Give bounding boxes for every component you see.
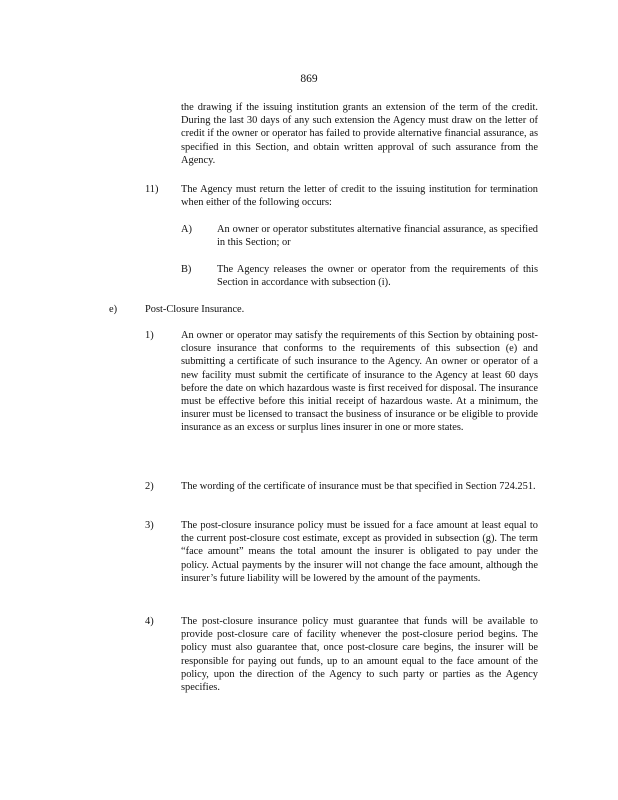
item-11-b-text: The Agency releases the owner or operator from the requirements of this Section in accordance with subsection (i). [217,264,538,289]
section-e-heading: Post-Closure Insurance. [145,304,245,315]
item-11-label: 11) [145,184,159,195]
item-11-a-label: A) [181,224,192,235]
page-number: 869 [300,73,318,85]
section-e-item-2-label: 2) [145,481,154,492]
section-e-item-3-text: The post-closure insurance policy must be issued for a face amount at least equal to the current post-closure cost estimate, except as provided in subsection (g). The term “face amount” means the total amount the insurer is obligated to pay under the policy. Actual payments by the insurer will not change the face amount, although the insurer’s future liability will be lowered by the amount of the payments. [181,520,538,584]
continuation-paragraph: the drawing if the issuing institution grants an extension of the term of the credit. During the last 30 days of any such extension the Agency must draw on the letter of credit if the owner or operator has failed to provide alternative financial assurance, as specified in this Section, and obtain written approval of such assurance from the Agency. [181,102,538,166]
section-e-item-4-label: 4) [145,616,154,627]
item-11-a-text: An owner or operator substitutes alternative financial assurance, as specified in this Section; or [217,224,538,249]
section-e-item-1-label: 1) [145,330,154,341]
section-e-item-2-text: The wording of the certificate of insurance must be that specified in Section 724.251. [181,481,536,492]
section-e-label: e) [109,304,118,315]
section-e-item-3-label: 3) [145,520,154,531]
section-e-item-1-text: An owner or operator may satisfy the requirements of this Section by obtaining post-closure insurance that conforms to the requirements of this subsection (e) and submitting a certificate of such insurance to the Agency. An owner or operator of a new facility must submit the certificate of insurance to the Agency at least 60 days before the date on which hazardous waste is first received for disposal. The insurance must be effective before this initial receipt of hazardous waste. At a minimum, the insurer must be licensed to transact the business of insurance or be eligible to provide insurance as an excess or surplus lines insurer in one or more states. [181,330,538,434]
item-11-text: The Agency must return the letter of credit to the issuing institution for termination when either of the following occurs: [181,184,538,209]
item-11-b-label: B) [181,264,192,275]
section-e-item-4-text: The post-closure insurance policy must guarantee that funds will be available to provide post-closure care of facility whenever the post-closure period begins. The policy must also guarantee that, once post-closure care begins, the insurer will be responsible for paying out funds, up to an amount equal to the face amount of the policy, upon the direction of the Agency to such party or parties as the Agency specifies. [181,616,538,694]
